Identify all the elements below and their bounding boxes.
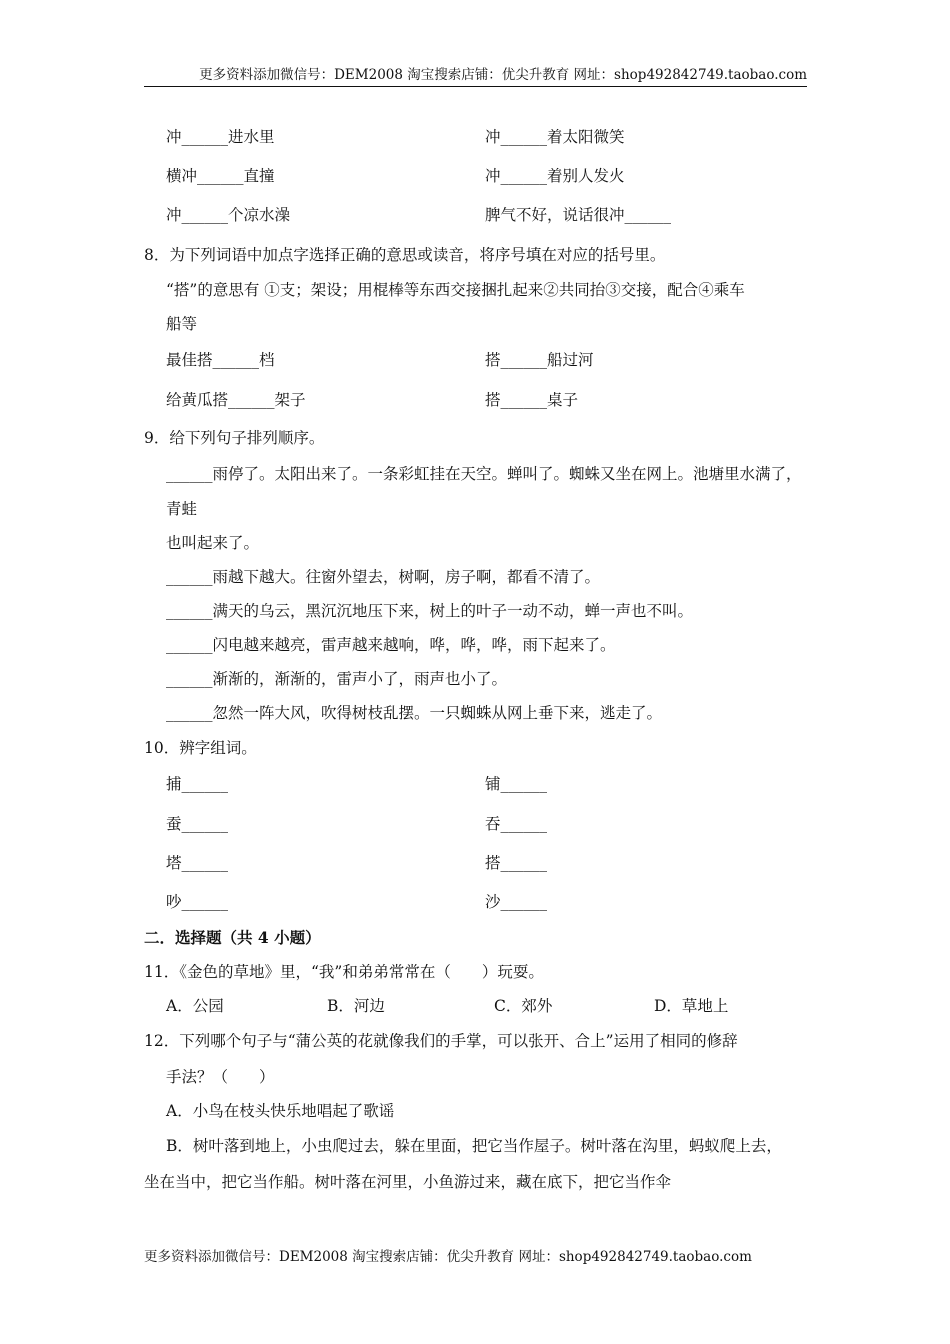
- page-header: 更多资料添加微信号：DEM2008 淘宝搜索店铺：优尖升教育 网址：shop492842749.taobao.com: [144, 66, 807, 87]
- q10-row4-right: 沙______: [485, 893, 548, 911]
- q11-option-b: B．河边: [327, 997, 385, 1015]
- q10-row1-left: 捕______: [166, 775, 229, 793]
- page-footer: 更多资料添加微信号：DEM2008 淘宝搜索店铺：优尖升教育 网址：shop492842749.taobao.com: [144, 1249, 752, 1265]
- q9-line: ______雨停了。太阳出来了。一条彩虹挂在天空。蝉叫了。蜘蛛又坐在网上。池塘里水满了，: [166, 465, 802, 483]
- q10-row2-right: 吞______: [485, 815, 548, 833]
- q8-row2-left: 给黄瓜搭______架子: [166, 391, 306, 409]
- q9-line: 也叫起来了。: [166, 534, 260, 552]
- q7-row2-right: 冲______着别人发火: [485, 167, 625, 185]
- q9-line: ______满天的乌云，黑沉沉地压下来，树上的叶子一动不动，蝉一声也不叫。: [166, 602, 694, 620]
- q8-row2-right: 搭______桌子: [485, 391, 579, 409]
- q10-row2-left: 蚕______: [166, 815, 229, 833]
- q11-stem: 11．《金色的草地》里，“我”和弟弟常常在（ ）玩耍。: [144, 963, 544, 981]
- q9-line: ______雨越下越大。往窗外望去，树啊，房子啊，都看不清了。: [166, 568, 601, 586]
- q10-row3-right: 搭______: [485, 854, 548, 872]
- q8-stem: 8．为下列词语中加点字选择正确的意思或读音，将序号填在对应的括号里。: [144, 246, 666, 264]
- q10-stem: 10．辨字组词。: [144, 739, 257, 757]
- q11-option-d: D．草地上: [654, 997, 729, 1015]
- q8-row1-left: 最佳搭______档: [166, 351, 275, 369]
- q10-row3-left: 塔______: [166, 854, 229, 872]
- q9-line: ______忽然一阵大风，吹得树枝乱摆。一只蜘蛛从网上垂下来，逃走了。: [166, 704, 663, 722]
- q10-row4-left: 吵______: [166, 893, 229, 911]
- q9-line: ______渐渐的，渐渐的，雷声小了，雨声也小了。: [166, 670, 508, 688]
- q10-row1-right: 铺______: [485, 775, 548, 793]
- q7-row1-right: 冲______着太阳微笑: [485, 128, 625, 146]
- q7-row2-left: 横冲______直撞: [166, 167, 275, 185]
- q7-row3-right: 脾气不好，说话很冲______: [485, 206, 672, 224]
- q8-meaning-line2: 船等: [166, 315, 198, 333]
- q12-stem-line2: 手法？（ ）: [166, 1068, 275, 1086]
- q7-row3-left: 冲______个凉水澡: [166, 206, 291, 224]
- section-title: 二．选择题（共 4 小题）: [144, 928, 321, 947]
- q12-option-a: A．小鸟在枝头快乐地唱起了歌谣: [166, 1102, 395, 1120]
- q11-option-c: C．郊外: [494, 997, 553, 1015]
- q11-option-a: A．公园: [166, 997, 224, 1015]
- q9-stem: 9．给下列句子排列顺序。: [144, 429, 325, 447]
- q12-option-b-line2: 坐在当中，把它当作船。树叶落在河里，小鱼游过来，藏在底下，把它当作伞: [144, 1173, 672, 1191]
- q12-option-b-line1: B．树叶落到地上，小虫爬过去，躲在里面，把它当作屋子。树叶落在沟里，蚂蚁爬上去，: [166, 1137, 782, 1155]
- q7-row1-left: 冲______进水里: [166, 128, 275, 146]
- q12-stem-line1: 12．下列哪个句子与“蒲公英的花就像我们的手掌，可以张开、合上”运用了相同的修辞: [144, 1032, 738, 1050]
- q8-row1-right: 搭______船过河: [485, 351, 594, 369]
- q8-meaning-line1: “搭”的意思有 ①支；架设；用棍棒等东西交接捆扎起来②共同抬③交接，配合④乘车: [166, 281, 745, 299]
- q9-line: ______闪电越来越亮，雷声越来越响，哗，哗，哗，雨下起来了。: [166, 636, 616, 654]
- q9-line: 青蛙: [166, 500, 198, 518]
